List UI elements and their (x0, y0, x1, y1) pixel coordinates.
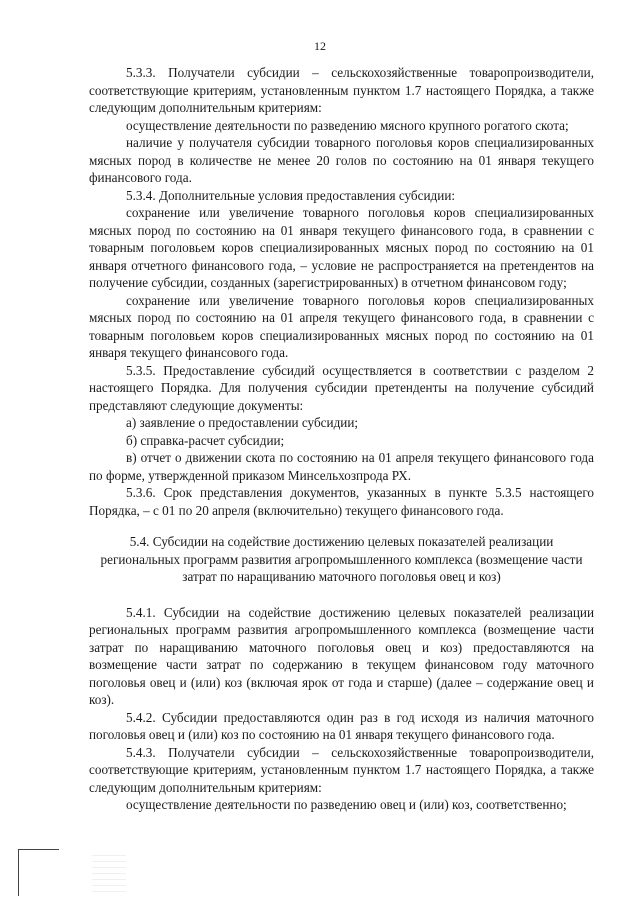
paragraph-5-3-4: 5.3.4. Дополнительные условия предоставления субсидии: (126, 187, 456, 203)
margin-stamp-mark (18, 849, 59, 896)
paragraph-5-3-3: 5.3.3. Получатели субсидии – сельскохозяйственные товаропроизводители, соответствующие критериям, установленным пунктом 1.7 настоящего Порядка, а также следующим дополнительным критериям: (89, 65, 594, 115)
paragraph-criterion-breeding: осуществление деятельности по разведению мясного крупного рогатого скота; (126, 117, 569, 133)
paragraph-5-4-1: 5.4.1. Субсидии на содействие достижению целевых показателей реализации региональных программ развития агропромышленного комплекса (возмещение части затрат по наращиванию маточного поголовья овец и коз) предоставляются на возмещение части затрат по содержанию в текущем финансовом году маточного поголовья овец и (или) коз (включая ярок от года и старше) (далее – содержание овец и коз). (89, 604, 594, 707)
section-heading-5-4: 5.4. Субсидии на содействие достижению целевых показателей реализации региональных программ развития агропромышленного комплекса (возмещение части затрат по наращиванию маточного поголовья овец и коз) (100, 534, 583, 584)
paragraph-5-3-6: 5.3.6. Срок представления документов, указанных в пункте 5.3.5 настоящего Порядка, – с 01 по 20 апреля (включительно) текущего финансового года. (89, 485, 594, 518)
paragraph-5-3-5: 5.3.5. Предоставление субсидий осуществляется в соответствии с разделом 2 настоящего Порядка. Для получения субсидии претенденты на получение субсидий представляют следующие документы: (89, 362, 594, 413)
paragraph-criterion-sheep-goats: осуществление деятельности по разведению овец и (или) коз, соответственно; (126, 797, 567, 812)
paragraph-criterion-livestock: наличие у получателя субсидии товарного поголовья коров специализированных мясных пород в количестве не менее 20 голов по состоянию на 01 января текущего финансового года. (89, 135, 594, 185)
paragraph-condition-april: сохранение или увеличение товарного поголовья коров специализированных мясных пород по состоянию на 01 апреля текущего финансового года, в сравнении с товарным поголовьем коров специализированных мясных пород по состоянию на 01 января текущего финансового года. (89, 292, 594, 360)
list-item-report: в) отчет о движении скота по состоянию на 01 апреля текущего финансового года по форме, утвержденной приказом Минсельхозпрода РХ. (89, 450, 594, 483)
paragraph-5-4-2: 5.4.2. Субсидии предоставляются один раз в год исходя из наличия маточного поголовья овец и (или) коз по состоянию на 01 января текущего финансового года. (89, 709, 594, 742)
document-body (89, 64, 594, 814)
page-number: 12 (314, 39, 326, 53)
list-item-calculation: б) справка-расчет субсидии; (126, 432, 285, 448)
paragraph-condition-january: сохранение или увеличение товарного поголовья коров специализированных мясных пород по состоянию на 01 января текущего финансового года, в сравнении с товарным поголовьем коров специализированных мясных пород по состоянию на 01 января отчетного финансового года, – условие не распространяется на претендентов на получение субсидии, созданных (зарегистрированных) в отчетном финансовом году; (89, 205, 594, 290)
scan-smudge (92, 852, 126, 892)
list-item-application: а) заявление о предоставлении субсидии; (126, 415, 359, 430)
paragraph-5-4-3: 5.4.3. Получатели субсидии – сельскохозяйственные товаропроизводители, соответствующие критериям, установленным пунктом 1.7 настоящего Порядка, а также следующим дополнительным критериям: (89, 744, 594, 795)
